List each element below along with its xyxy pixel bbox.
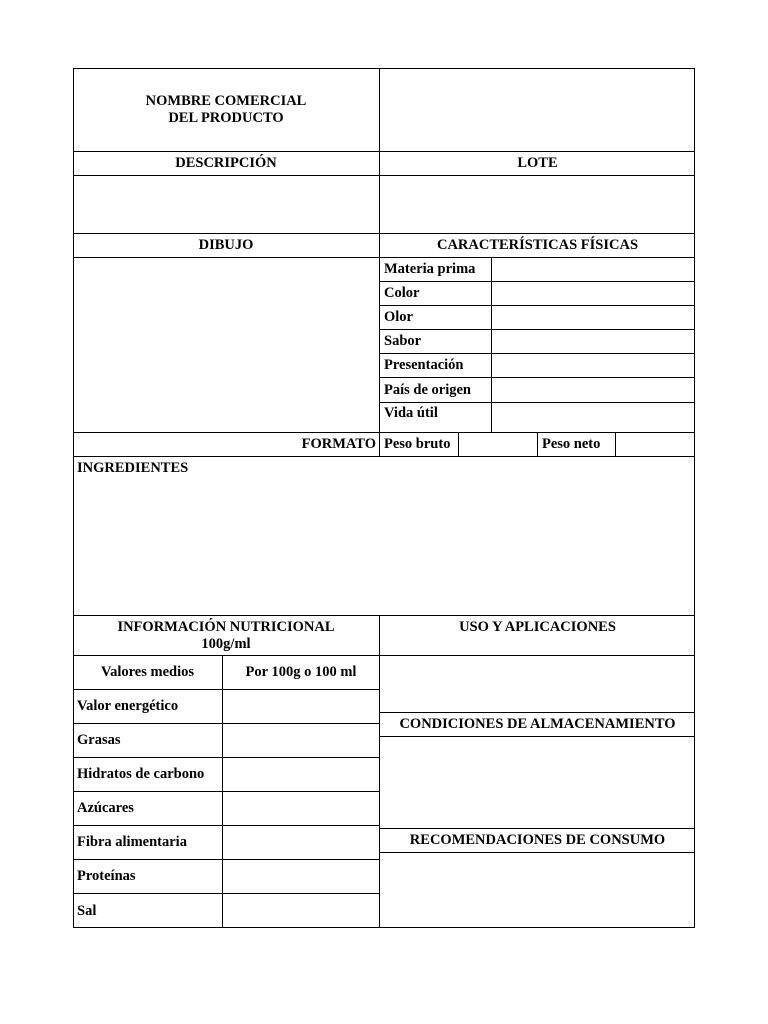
physical-header: CARACTERÍSTICAS FÍSICAS <box>436 237 639 253</box>
descripcion-header: DESCRIPCIÓN <box>175 155 277 171</box>
nutrition-row-label: Grasas <box>77 732 121 748</box>
nutrition-row-label: Sal <box>77 902 97 919</box>
nutrition-row-label: Hidratos de carbono <box>77 766 205 782</box>
almacenamiento-header: CONDICIONES DE ALMACENAMIENTO <box>399 716 676 732</box>
nutrition-row-label: Azúcares <box>77 800 134 816</box>
lote-field[interactable] <box>380 176 695 233</box>
dibujo-area[interactable] <box>73 258 379 432</box>
nutrition-row-label: Proteínas <box>77 868 136 884</box>
ingredientes-area[interactable] <box>73 457 695 615</box>
ingredientes-title: INGREDIENTES <box>77 460 189 476</box>
peso-neto-field[interactable] <box>616 433 695 456</box>
col-valores-medios: Valores medios <box>100 664 195 680</box>
nutrition-value-field[interactable] <box>223 826 379 859</box>
physical-row-label: Color <box>384 285 420 301</box>
physical-value-field[interactable] <box>492 354 695 377</box>
physical-value-field[interactable] <box>492 258 695 281</box>
nutrition-value-field[interactable] <box>223 690 379 723</box>
physical-row-label: Vida útil <box>384 405 438 421</box>
formato-label: FORMATO <box>301 436 376 452</box>
product-name-field[interactable] <box>380 68 695 151</box>
lote-header: LOTE <box>517 155 558 171</box>
physical-row-label: Olor <box>384 309 413 325</box>
physical-value-field[interactable] <box>492 330 695 353</box>
uso-header: USO Y APLICACIONES <box>459 619 616 635</box>
nutrition-title-line1: INFORMACIÓN NUTRICIONAL <box>117 619 335 635</box>
product-name-line1: NOMBRE COMERCIAL <box>145 92 307 109</box>
physical-value-field[interactable] <box>492 403 695 432</box>
nutrition-row-label: Valor energético <box>77 698 179 714</box>
physical-value-field[interactable] <box>492 306 695 329</box>
dibujo-header: DIBUJO <box>198 237 254 253</box>
nutrition-value-field[interactable] <box>223 758 379 791</box>
nutrition-value-field[interactable] <box>223 792 379 825</box>
product-name-line2: DEL PRODUCTO <box>168 109 284 126</box>
uso-field[interactable] <box>380 656 695 712</box>
nutrition-title-line2: 100g/ml <box>201 636 251 652</box>
nutrition-value-field[interactable] <box>223 724 379 757</box>
recomendaciones-field[interactable] <box>380 853 695 928</box>
physical-row-label: Presentación <box>384 357 464 373</box>
peso-neto-label: Peso neto <box>542 436 601 452</box>
nutrition-header <box>73 616 379 655</box>
product-spec-form <box>73 68 695 928</box>
physical-value-field[interactable] <box>492 282 695 305</box>
descripcion-field[interactable] <box>73 176 379 233</box>
physical-row-label: Materia prima <box>384 261 476 277</box>
nutrition-row-label: Fibra alimentaria <box>77 834 187 850</box>
physical-row-label: País de origen <box>384 381 471 398</box>
peso-bruto-field[interactable] <box>459 433 537 456</box>
almacenamiento-field[interactable] <box>380 737 695 828</box>
product-name-label <box>73 68 379 151</box>
nutrition-value-field[interactable] <box>223 860 379 893</box>
physical-value-field[interactable] <box>492 378 695 402</box>
physical-row-label: Sabor <box>384 333 422 349</box>
col-por-100g: Por 100g o 100 ml <box>245 664 357 680</box>
nutrition-value-field[interactable] <box>223 894 379 928</box>
peso-bruto-label: Peso bruto <box>384 436 451 452</box>
recomendaciones-header: RECOMENDACIONES DE CONSUMO <box>409 832 666 848</box>
